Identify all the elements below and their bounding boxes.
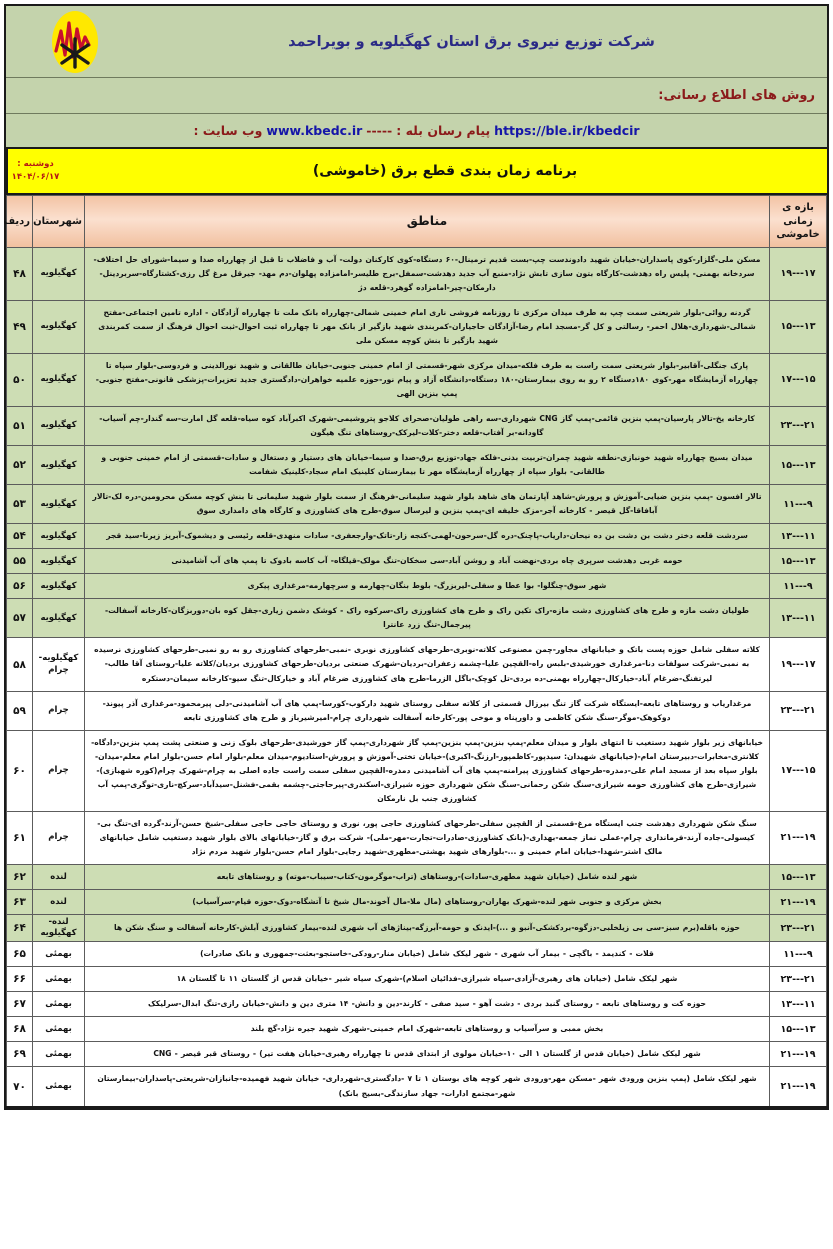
table-row xyxy=(7,1067,827,1107)
contact-separator: ----- xyxy=(366,123,393,138)
cell-outage-time: ۱۳---۱۵ xyxy=(770,446,827,485)
cell-areas: کارخانه یخ-تالار پارسیان-پمپ بنزین قائمی-پمپ گاز CNG شهرداری-سه راهی طولیان-صحرای کلاجو پتروشیمی-شهرک اکبرآباد کوه سیاه-قلعه گل امارت-سه گندار-چم آسیاب- گاودانه-بر آفتاب-قلعه دختر-کلات-لیرکک-روستاهای تنگ هیگون xyxy=(85,406,770,445)
cell-row-number: ۵۶ xyxy=(7,574,33,599)
table-row xyxy=(7,942,827,967)
cell-outage-time: ۱۳---۱۵ xyxy=(770,865,827,890)
cell-row-number: ۶۹ xyxy=(7,1042,33,1067)
cell-city: کهگیلویه-چرام xyxy=(33,638,85,691)
table-row xyxy=(7,865,827,890)
date-value: ۱۴۰۴/۰۶/۱۷ xyxy=(11,172,60,182)
header-row-no: ردیف xyxy=(7,196,33,248)
cell-city: کهگیلویه xyxy=(33,247,85,300)
cell-city: کهگیلویه xyxy=(33,353,85,406)
table-header xyxy=(3,196,827,248)
cell-city: بهمئی xyxy=(33,992,85,1017)
cell-row-number: ۵۱ xyxy=(7,406,33,445)
cell-outage-time: ۱۹---۲۱ xyxy=(770,1067,827,1107)
cell-outage-time: ۲۱---۲۳ xyxy=(770,915,827,942)
table-row xyxy=(7,967,827,992)
table-row xyxy=(7,811,827,864)
cell-city: بهمئی xyxy=(33,942,85,967)
cell-row-number: ۶۱ xyxy=(7,811,33,864)
cell-areas: حوزه کت و روستاهای تابعه - روستای گنبد بردی - دشت آهو - سید صفی - کارند-دین و دانش- ۱۴ متری دین و دانش-خیابان رازی-تنگ ابدال-سرلیکک xyxy=(85,992,770,1017)
cell-row-number: ۵۵ xyxy=(7,549,33,574)
cell-row-number: ۶۷ xyxy=(7,992,33,1017)
day-label: دوشنبه : xyxy=(17,159,54,170)
table-row xyxy=(7,446,827,485)
cell-city: کهگیلویه xyxy=(33,406,85,445)
cell-outage-time: ۱۱---۱۳ xyxy=(770,599,827,638)
cell-row-number: ۶۴ xyxy=(7,915,33,942)
header-row xyxy=(7,196,827,248)
table-row xyxy=(7,691,827,730)
cell-outage-time: ۱۵---۱۷ xyxy=(770,353,827,406)
table-row xyxy=(7,1017,827,1042)
title-strip xyxy=(6,149,827,195)
cell-row-number: ۵۸ xyxy=(7,638,33,691)
header-city: شهرستان xyxy=(33,196,85,248)
organization-title: شرکت توزیع نیروی برق استان کهگیلویه و بویراحمد xyxy=(288,33,655,50)
cell-row-number: ۵۷ xyxy=(7,599,33,638)
cell-row-number: ۶۵ xyxy=(7,942,33,967)
cell-areas: بخش مرکزی و جنوبی شهر لنده-شهرک بهاران-روستاهای (مال ملا-مال آخوند-مال شیخ تا آتشگاه-دوک-حوزه قیام-سرآسیاب) xyxy=(85,890,770,915)
cell-city: کهگیلویه xyxy=(33,549,85,574)
website-url[interactable]: www.kbedc.ir xyxy=(266,123,363,138)
cell-areas: شهر سوق-چنگلوا- بوا عطا و سفلی-لیربزرگ- بلوط بنگان-چهارمه و سرچهارمه-مرغداری پیکری xyxy=(85,574,770,599)
cell-city: لنده xyxy=(33,865,85,890)
table-row xyxy=(7,485,827,524)
table-row xyxy=(7,406,827,445)
cell-row-number: ۵۲ xyxy=(7,446,33,485)
cell-city: بهمئی xyxy=(33,1067,85,1107)
table-row xyxy=(7,1042,827,1067)
cell-areas: شهر لیکک شامل (پمپ بنزین ورودی شهر -مسکن مهر-ورودی شهر کوچه های بوستان ۱ تا ۷ -دادگستری-شهرداری- خیابان شهید فهمیده-جانبازان-شریعتی-پاسداران-بیمارستان شهر-مجتمع ادارات- جهاد سازندگی-بسیج بانک) xyxy=(85,1067,770,1107)
cell-areas: شهر لیکک شامل (خیابان های رهبری-آزادی-سیاه شیرازی-فدائیان اسلام)-شهرک سیاه شیر -خیابان قدس از گلستان ۱۱ تا گلستان ۱۸ xyxy=(85,967,770,992)
cell-city: کهگیلویه xyxy=(33,524,85,549)
cell-outage-time: ۱۳---۱۵ xyxy=(770,300,827,353)
cell-row-number: ۵۳ xyxy=(7,485,33,524)
cell-city: بهمئی xyxy=(33,967,85,992)
table-row xyxy=(7,353,827,406)
cell-row-number: ۶۶ xyxy=(7,967,33,992)
cell-city: کهگیلویه xyxy=(33,485,85,524)
table-row xyxy=(7,638,827,691)
document-frame xyxy=(4,4,829,1110)
cell-outage-time: ۱۳---۱۵ xyxy=(770,1017,827,1042)
cell-outage-time: ۹---۱۱ xyxy=(770,942,827,967)
cell-city: بهمئی xyxy=(33,1017,85,1042)
masthead xyxy=(6,6,827,78)
cell-areas: بخش ممبی و سرآسیاب و روستاهای تابعه-شهرک امام خمینی-شهرک شهید جیره نژاد-گچ بلند xyxy=(85,1017,770,1042)
cell-city: کهگیلویه xyxy=(33,574,85,599)
cell-row-number: ۴۸ xyxy=(7,247,33,300)
cell-outage-time: ۱۹---۲۱ xyxy=(770,1042,827,1067)
cell-row-number: ۷۰ xyxy=(7,1067,33,1107)
cell-areas: مرغداریاب و روستاهای تابعه-ایستگاه شرکت گاز تنگ بیرزال قسمتی از کلاته سفلی روستای شهید دارکوب-کورسا-پمپ های آب آشامیدنی-دلی پیرمحمود-مرغداری آذر پیوند-دوکوهک-موگر-سنگ شکن کاظمی و داورپناه و موخی پور-کارخانه آسفالت شهرداری چرام-امیرشیرباز و طرح های کشاورزی تابعه xyxy=(85,691,770,730)
cell-row-number: ۴۹ xyxy=(7,300,33,353)
table-row xyxy=(7,247,827,300)
kbedc-logo-icon xyxy=(42,9,108,75)
table-row xyxy=(7,524,827,549)
cell-areas: میدان بسیج چهارراه شهید خونبازی-نطفه شهید چمران-تربیت بدنی-فلکه جهاد-توزیع برق-صدا و سیما-خیابان های دستیار و دستغال و سادات-قسمتی از امام خمینی جنوبی و طالقانی- بلوار سپاه از چهارراه آزمایشگاه مهر تا بیمارستان کلینیک امام سجاد-کلینیک شفامت xyxy=(85,446,770,485)
cell-outage-time: ۲۱---۲۳ xyxy=(770,406,827,445)
cell-areas: مسکن ملی-گلزار-کوی پاسداران-خیابان شهید دادوندست چپ-بست قدیم ترمینال-۶۰ دستگاه-کوی کارکنان دولت- آب و فاضلاب تا قبل از چهارراه صدا و سیما-شورای حل اختلاف- سردخانه بهمنی- پلیس راه دهدشت-کارگاه بتون سازی تابش نژاد-منبع آب جدید دهدشت-سمفل-برج طلیسر-امامزاده پهلوان-دم مهد- جیرقل مرغ گل رزی-کشتارگاه-سربردینل-دارمکان-چیر-امامزاده گوهرد-قلعه دژ xyxy=(85,247,770,300)
cell-outage-time: ۲۱---۲۳ xyxy=(770,967,827,992)
cell-areas: خیابانهای زیر بلوار شهید دستغیب تا انتهای بلوار و میدان معلم-پمپ بنزین-پمپ بنزین-پمپ گاز شهرداری-پمپ گاز خورشیدی-طرحهای بلوک زنی و صنعتی پشت پمپ بنزین-دادگاه-کلانتری-مخابرات-دبیرستان امام-(خیابانهای شهیدان: سیدپور-کاظمپور-ارزنگ-اکبری)-خیابان تختی-آموزش و پرورش-استادیوم-میدان معلم-بلوار امام حسن-بلوار امام معلم-میدان-بلوار سپاه بعد از مسجد امام علی-دمدره-طرحهای کشاورزی پیرامنه-پمپ های آب آشامیدنی دمدره-القچین سفلی سمت راست جاده اصلی به چرام-شهرک چرام(کوره شهبازی)-شیرازی-طرح های کشاورزی حومه شیرازی-سنگ شکن رحمانی-سنگ شکن شهرداری حوزه شیرازی-اسکندری-پیرحاجتی-چشمه بقمی-فشنل-سیدآباد-سرکچ-ناری-توگری-پمپ آب کشاورزی جنب بل نارمکان xyxy=(85,730,770,811)
cell-row-number: ۵۴ xyxy=(7,524,33,549)
cell-areas: تالار افسون -پمپ بنزین ضیایی-آموزش و پرورش-شاهد آپارتمان های شاهد بلوار شهید سلیمانی-فرهنگ از سمت بلوار شهید سلیمانی تا بنش کوچه مسکن محرومین-دره لک-تالار آبافاقا-گل قیصر - کارخانه آجر-مزک خلیفه ای-پمپ بنزین و لیرسال سوق-طرح های کشاورزی و کارگاه های دامداری سوق xyxy=(85,485,770,524)
cell-outage-time: ۹---۱۱ xyxy=(770,574,827,599)
cell-areas: قلات - کندیمد - باگچی - بیمار آب شهری - شهر لیکک شامل (خیابان منار-رودکی-خاستجو-بعثت-جمهوری و بانک صادرات) xyxy=(85,942,770,967)
table-row xyxy=(7,915,827,942)
cell-outage-time: ۱۹---۲۱ xyxy=(770,890,827,915)
table-row xyxy=(7,730,827,811)
cell-city: کهگیلویه xyxy=(33,446,85,485)
cell-areas: شهر لنده شامل (خیابان شهید مطهری-سادات)-روستاهای (تراب-موگرمون-کتاب-سیباب-موته) و روستاهای تابعه xyxy=(85,865,770,890)
cell-city: بهمئی xyxy=(33,1042,85,1067)
header-areas: مناطق xyxy=(85,196,770,248)
cell-areas: حومه غربی دهدشت سرپری چاه بردی-نهضت آباد و روشن آباد-سی سخکان-تنگ مولک-قیلگاه- آب کاسه بادوک تا پمپ های آب آشامیدنی xyxy=(85,549,770,574)
cell-areas: سردشت قلعه دختر دشت بن دشت بن ده نیحان-داریاب-پاچنک-دره گل-سرحون-لهمی-کنجه زار-تاتک-وارجعفری- سادات منهدی-قلعه رئیسی و دیشموک-آبریز زیرنا-سید قجر xyxy=(85,524,770,549)
cell-city: کهگیلویه xyxy=(33,599,85,638)
table-row xyxy=(7,300,827,353)
cell-city: چرام xyxy=(33,691,85,730)
website-label: وب سایت : xyxy=(193,123,263,138)
outage-schedule-table xyxy=(3,195,827,1108)
cell-city: چرام xyxy=(33,730,85,811)
cell-areas: طولیان دشت مازه و طرح های کشاورزی دشت مازه-راک تکین راک و طرح های کشاورزی راک-سرکوه راک - کوشک دشمن زیاری-جقل کوه بان-دوربزگان-کارخانه آسفالت-پیرجمال-تنگ زرد عانترا xyxy=(85,599,770,638)
contact-links-band xyxy=(6,114,827,149)
cell-outage-time: ۱۳---۱۵ xyxy=(770,549,827,574)
cell-outage-time: ۱۱---۱۳ xyxy=(770,524,827,549)
cell-city: لنده xyxy=(33,890,85,915)
table-row xyxy=(7,890,827,915)
cell-outage-time: ۱۷---۱۹ xyxy=(770,638,827,691)
date-cell xyxy=(6,149,63,193)
cell-city: کهگیلویه xyxy=(33,300,85,353)
table-body xyxy=(7,247,827,1107)
cell-row-number: ۶۸ xyxy=(7,1017,33,1042)
cell-areas: شهر لیکک شامل (خیابان قدس از گلستان ۱ الی ۱۰-خیابان مولوی از ابتدای قدس تا چهارراه رهبری-خیابان هفت تیر) - روستای قبر قیصر - CNG xyxy=(85,1042,770,1067)
cell-areas: سنگ شکن شهرداری دهدشت جنب ایستگاه مرغ-قسمتی از القچین سفلی-طرحهای کشاورزی حاجی پور، نوری و روستای حاجی حاجی سفلی-شبخ حسن-آرند-گرده ای-تنگ بی-کیسولی-جاده آرند-فرمانداری چرام-عملی نماز جمعه-بهداری-(بانک کشاورزی-صادرات-تجارت-مهر-ملی)- شرکت برق و گاز-خیابانهای بالای بلوار شهید دستغیب شامل خیابانهای مالک اشتر-شهدا-خیابان امام خمینی و ...-بلوارهای شهید بهشتی-مطهری-شهید رجایی-بلوار امام حسن-بلوار شهید مردم نژاد xyxy=(85,811,770,864)
cell-row-number: ۶۲ xyxy=(7,865,33,890)
header-time: بازه ی زمانی خاموشی xyxy=(770,196,827,248)
table-row xyxy=(7,992,827,1017)
cell-areas: پارک جنگلی-آقابیر-بلوار شریعتی سمت راست به طرف فلکه-میدان مرکزی شهر-قسمتی از امام خمینی جنوبی-خیابان طالقانی و شهید نورالدینی و فردوسی-بلوار سپاه تا چهارراه آزمایشگاه مهر-کوی ۱۸۰دستگاه ۲ رو به روی بیمارستان-۱۸۰ دستگاه-دانشگاه آزاد و پیام نور-حوزه علمیه خواهران-دادگستری جدید تعزیرات-پزشکی قانونی-مفتح جنوبی- پمپ بنزین الهی xyxy=(85,353,770,406)
cell-outage-time: ۱۷---۱۹ xyxy=(770,247,827,300)
messenger-url[interactable]: https://ble.ir/kbedcir xyxy=(494,123,640,138)
contact-methods-label: روش های اطلاع رسانی: xyxy=(658,88,815,103)
cell-areas: کلاته سفلی شامل حوزه پست باتک و خیابانهای مجاور-چمن مصنوعی کلاته-نوبری-طرحهای کشاورزی نوبری -نمبی-طرحهای کشاورزی رو به رو نمبی-طرحهای کشاورزی نرسیده به نمبی-شرکت سولفات دنا-مرغداری خورشیدی-بلبس راه-القچین علیا-چشمه زعفران-بردیان-شهرک صنعتی بردیان-طرحهای کشاورزی بردیان/کلاته علیا-روستای آقا طالب-لیرتفنگ-ضرغام آباد-خیارکال-چهارراه بهمنی-ده بردی-تل کوچک-باگل الزرما-طرح های کشاورزی ضرغام آباد و خیارکال-تنگ سیو-کارخانه سیمان-دستکره xyxy=(85,638,770,691)
table-row xyxy=(7,599,827,638)
cell-outage-time: ۹---۱۱ xyxy=(770,485,827,524)
contact-methods-band xyxy=(6,78,827,114)
cell-city: چرام xyxy=(33,811,85,864)
cell-outage-time: ۲۱---۲۳ xyxy=(770,691,827,730)
cell-outage-time: ۱۱---۱۳ xyxy=(770,992,827,1017)
cell-row-number: ۵۰ xyxy=(7,353,33,406)
table-row xyxy=(7,549,827,574)
cell-row-number: ۶۳ xyxy=(7,890,33,915)
cell-outage-time: ۱۹---۲۱ xyxy=(770,811,827,864)
cell-row-number: ۵۹ xyxy=(7,691,33,730)
messenger-label: پیام رسان بله : xyxy=(396,123,491,138)
cell-city: لنده-کهگیلویه xyxy=(33,915,85,942)
table-row xyxy=(7,574,827,599)
cell-areas: حوزه باقله(برم سبز-سی بی زیلخلبی-دزگوه-بردکشکی-آنبو و ...)-ایدنک و حومه-آبرزگه-بیناژهای آب شهری لنده-بیمار کشاورزی آبلش-کارخانه آسفالت و سنگ شکن ها xyxy=(85,915,770,942)
cell-outage-time: ۱۵---۱۷ xyxy=(770,730,827,811)
cell-row-number: ۶۰ xyxy=(7,730,33,811)
cell-areas: گردنه روائی-بلوار شریعتی سمت چپ به طرف میدان مرکزی تا روزنامه فروشی ناری امام خمینی شمالی-چهارراه بانک ملت تا چهارراه آزادگان - اداره تامین اجتماعی-مفتح شمالی-شهرداری-هلال احمر- رسالتی و کل گر-مسجد امام رضا-آزادگان حاجیاران-کمربندی شهید بازگیر از بانک مهر تا چهارراه ثبت احوال-ثبت احوال فرهنگ از سمت کمربندی شهید بازگیر تا بنش کوچه مسکن ملی xyxy=(85,300,770,353)
page-title: برنامه زمان بندی قطع برق (خاموشی) xyxy=(312,163,578,179)
